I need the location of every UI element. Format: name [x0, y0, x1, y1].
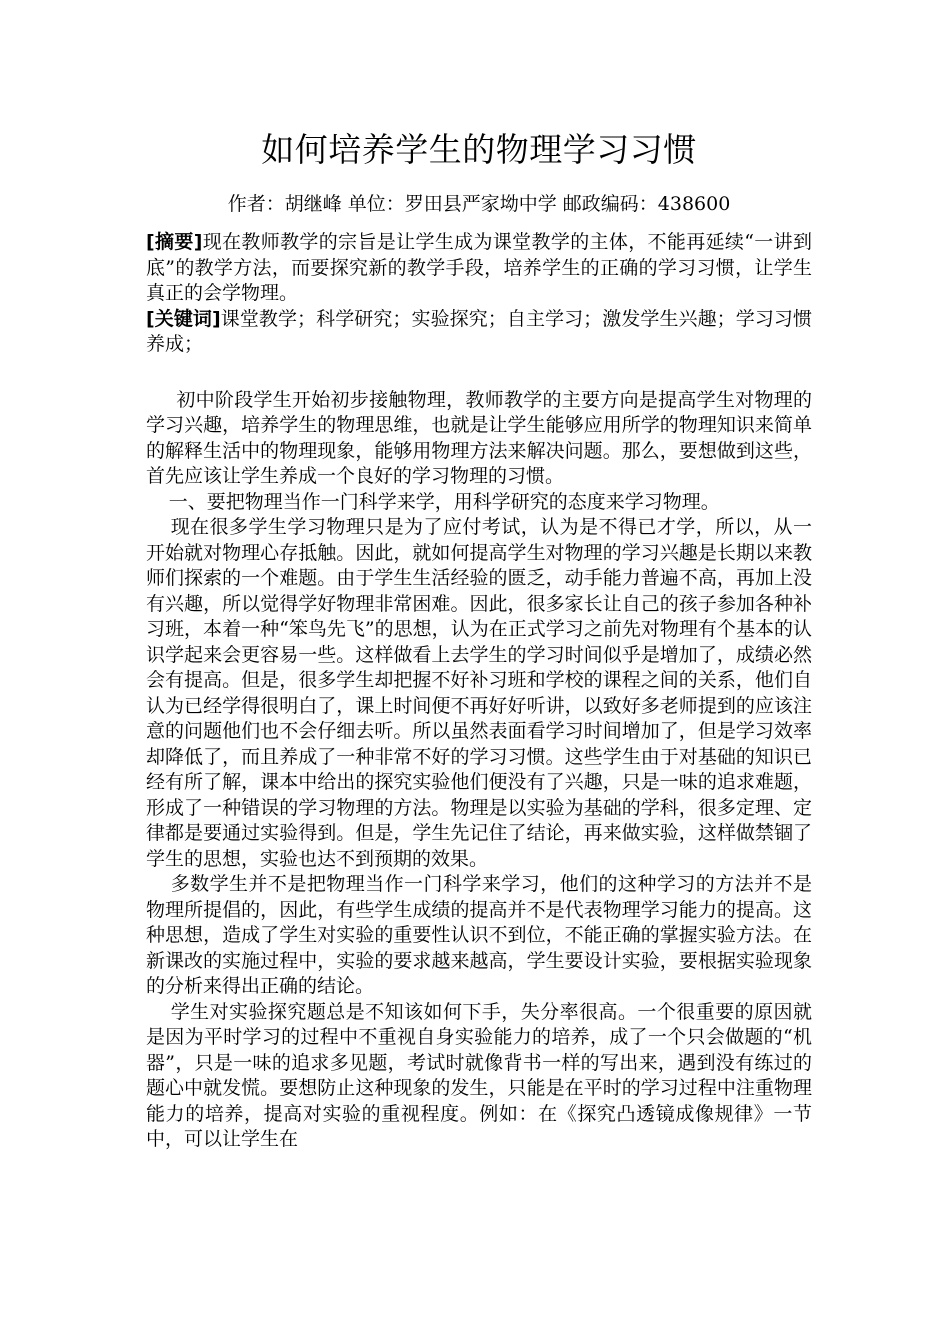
author-byline: 作者：胡继峰 单位：罗田县严家坳中学 邮政编码：438600: [227, 193, 731, 215]
abstract-label: [摘要]: [146, 231, 203, 253]
paragraph: 现在很多学生学习物理只是为了应付考试，认为是不得已才学，所以，从一开始就对物理心存抵触。因此，就如何提高学生对物理的学习兴趣是长期以来教师们探索的一个难题。由于学生生活经验的匮乏，动手能力普遍不高，再加上没有兴趣，所以觉得学好物理非常困难。因此，很多家长让自己的孩子参加各种补习班，本着一种“笨鸟先飞”的思想，认为在正式学习之前先对物理有个基本的认识学起来会更容易一些。这样做看上去学生的学习时间似乎是增加了，成绩必然会有提高。但是，很多学生却把握不好补习班和学校的课程之间的关系，他们自认为已经学得很明白了，课上时间便不再好好听讲，以致好多老师提到的应该注意的问题他们也不会仔细去听。所以虽然表面看学习时间增加了，但是学习效率却降低了，而且养成了一种非常不好的学习习惯。这些学生由于对基础的知识已经有所了解，课本中给出的探究实验他们便没有了兴趣，只是一味的追求难题，形成了一种错误的学习物理的方法。物理是以实验为基础的学科，很多定理、定律都是要通过实验得到。但是，学生先记住了结论，再来做实验，这样做禁锢了学生的思想，实验也达不到预期的效果。: [146, 516, 812, 870]
keywords-text: 课堂教学；科学研究；实验探究；自主学习；激发学生兴趣；学习习惯养成；: [146, 307, 812, 355]
keywords-label: [关键词]: [146, 307, 221, 330]
keywords: [146, 307, 812, 358]
paragraph: 学生对实验探究题总是不知该如何下手，失分率很高。一个很重要的原因就是因为平时学习的过程中不重视自身实验能力的培养，成了一个只会做题的“机器”，只是一味的追求多见题，考试时就像背书一样的写出来，遇到没有练过的题心中就发慌。要想防止这种现象的发生，只能是在平时的学习过程中注重物理能力的培养，提高对实验的重视程度。例如：在《探究凸透镜成像规律》一节中，可以让学生在: [146, 1000, 812, 1150]
paragraph-intro: 初中阶段学生开始初步接触物理，教师教学的主要方向是提高学生对物理的学习兴趣，培养学生的物理思维，也就是让学生能够应用所学的物理知识来简单的解释生活中的物理现象，能够用物理方法来解决问题。那么，要想做到这些，首先应该让学生养成一个良好的学习物理的习惯。: [146, 388, 812, 487]
section-heading-1: 一、要把物理当作一门科学来学，用科学研究的态度来学习物理。: [168, 490, 720, 513]
document-page: [146, 124, 812, 1153]
body-text: [146, 388, 812, 1153]
document-title: 如何培养学生的物理学习习惯: [261, 130, 697, 169]
paragraph: 多数学生并不是把物理当作一门科学来学习，他们的这种学习的方法并不是物理所提倡的，因此，有些学生成绩的提高并不是代表物理学习能力的提高。这种思想，造成了学生对实验的重要性认识不到位，不能正确的掌握实验方法。在新课改的实施过程中，实验的要求越来越高，学生要设计实验，要根据实验现象的分析来得出正确的结论。: [146, 873, 812, 997]
abstract: [146, 230, 812, 307]
abstract-text: 现在教师教学的宗旨是让学生成为课堂教学的主体，不能再延续“一讲到底”的教学方法，而要探究新的教学手段，培养学生的正确的学习习惯，让学生真正的会学物理。: [146, 231, 812, 304]
